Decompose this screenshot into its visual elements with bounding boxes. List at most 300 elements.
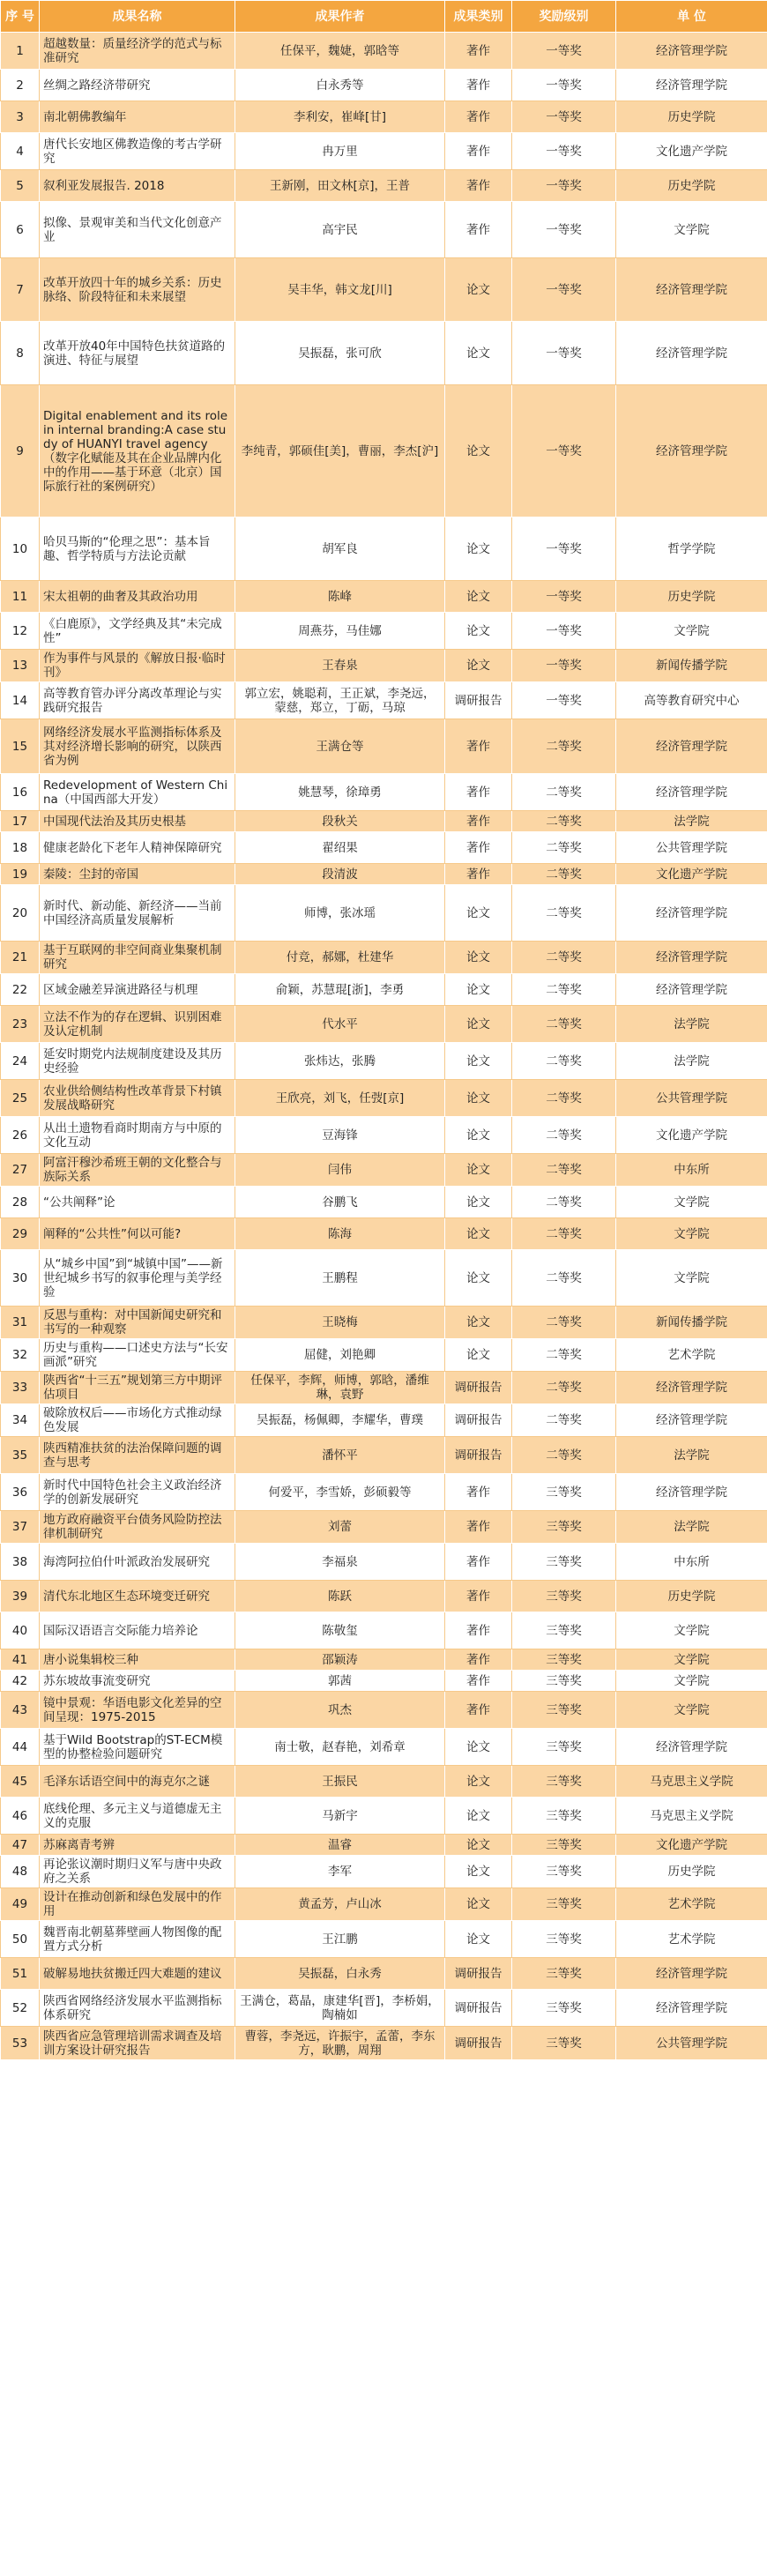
cell-index: 42	[1, 1671, 40, 1692]
cell-authors: 任保平，李辉，师博，郭晗，潘维琳，袁野	[235, 1372, 445, 1404]
cell-index: 27	[1, 1154, 40, 1187]
cell-authors: 段清波	[235, 864, 445, 885]
table-row	[1, 517, 767, 581]
table-row	[1, 1117, 767, 1154]
cell-category: 论文	[445, 613, 512, 650]
table-row	[1, 581, 767, 613]
cell-title: 设计在推动创新和绿色发展中的作用	[40, 1888, 235, 1921]
cell-award-level: 三等奖	[512, 1612, 616, 1649]
table-row	[1, 1250, 767, 1307]
table-row	[1, 1798, 767, 1835]
cell-unit: 经济管理学院	[616, 258, 767, 322]
cell-award-level: 一等奖	[512, 258, 616, 322]
table-row	[1, 1218, 767, 1250]
cell-authors: 王新刚，田文林[京]，王普	[235, 170, 445, 202]
cell-authors: 王鹏程	[235, 1250, 445, 1307]
table-row	[1, 885, 767, 942]
cell-unit: 历史学院	[616, 1581, 767, 1612]
cell-category: 著作	[445, 1649, 512, 1671]
cell-award-level: 三等奖	[512, 1474, 616, 1511]
cell-title: 再论张议潮时期归义军与唐中央政府之关系	[40, 1856, 235, 1888]
cell-unit: 经济管理学院	[616, 942, 767, 974]
cell-unit: 经济管理学院	[616, 1474, 767, 1511]
cell-category: 调研报告	[445, 1990, 512, 2027]
table-row	[1, 133, 767, 170]
cell-award-level: 二等奖	[512, 1404, 616, 1437]
cell-award-level: 二等奖	[512, 1043, 616, 1080]
header-category: 成果类别	[445, 1, 512, 33]
cell-category: 论文	[445, 517, 512, 581]
cell-authors: 温睿	[235, 1835, 445, 1856]
cell-authors: 胡军良	[235, 517, 445, 581]
cell-index: 47	[1, 1835, 40, 1856]
cell-award-level: 二等奖	[512, 1154, 616, 1187]
table-row	[1, 832, 767, 864]
cell-title: 中国现代法治及其历史根基	[40, 811, 235, 832]
cell-unit: 经济管理学院	[616, 1990, 767, 2027]
cell-category: 著作	[445, 719, 512, 774]
cell-authors: 任保平，魏婕，郭晗等	[235, 33, 445, 70]
cell-award-level: 一等奖	[512, 101, 616, 133]
cell-authors: 王满仓等	[235, 719, 445, 774]
cell-unit: 法学院	[616, 1437, 767, 1474]
cell-index: 21	[1, 942, 40, 974]
cell-award-level: 二等奖	[512, 774, 616, 811]
table-row	[1, 385, 767, 517]
table-row	[1, 1649, 767, 1671]
table-row	[1, 1692, 767, 1729]
cell-title: 改革开放40年中国特色扶贫道路的演进、特征与展望	[40, 322, 235, 385]
header-title: 成果名称	[40, 1, 235, 33]
cell-index: 3	[1, 101, 40, 133]
cell-index: 46	[1, 1798, 40, 1835]
cell-category: 调研报告	[445, 1404, 512, 1437]
cell-award-level: 三等奖	[512, 1921, 616, 1958]
cell-title: 陕西精准扶贫的法治保障问题的调查与思考	[40, 1437, 235, 1474]
cell-title: 基于互联网的非空间商业集聚机制研究	[40, 942, 235, 974]
table-row	[1, 774, 767, 811]
cell-authors: 师博，张冰瑶	[235, 885, 445, 942]
cell-index: 28	[1, 1187, 40, 1218]
table-row	[1, 1729, 767, 1766]
cell-category: 论文	[445, 258, 512, 322]
cell-unit: 法学院	[616, 1511, 767, 1544]
cell-unit: 经济管理学院	[616, 1372, 767, 1404]
cell-category: 著作	[445, 101, 512, 133]
cell-title: 地方政府融资平台债务风险防控法律机制研究	[40, 1511, 235, 1544]
cell-unit: 公共管理学院	[616, 1080, 767, 1117]
cell-award-level: 一等奖	[512, 33, 616, 70]
cell-title: 毛泽东话语空间中的海克尔之谜	[40, 1766, 235, 1798]
cell-award-level: 一等奖	[512, 202, 616, 258]
cell-index: 41	[1, 1649, 40, 1671]
cell-authors: 王晓梅	[235, 1307, 445, 1339]
cell-title: 宋太祖朝的曲奢及其政治功用	[40, 581, 235, 613]
cell-index: 18	[1, 832, 40, 864]
cell-title: 唐小说集辑校三种	[40, 1649, 235, 1671]
table-row	[1, 719, 767, 774]
cell-title: 延安时期党内法规制度建设及其历史经验	[40, 1043, 235, 1080]
cell-category: 论文	[445, 1154, 512, 1187]
cell-award-level: 二等奖	[512, 832, 616, 864]
cell-title: 苏东坡故事流变研究	[40, 1671, 235, 1692]
cell-title: 唐代长安地区佛教造像的考古学研究	[40, 133, 235, 170]
cell-authors: 李军	[235, 1856, 445, 1888]
table-row	[1, 1474, 767, 1511]
cell-index: 15	[1, 719, 40, 774]
cell-title: 清代东北地区生态环境变迁研究	[40, 1581, 235, 1612]
cell-category: 论文	[445, 1766, 512, 1798]
table-row	[1, 942, 767, 974]
cell-index: 50	[1, 1921, 40, 1958]
cell-authors: 李纯青，郭硕佳[美]，曹丽，李杰[沪]	[235, 385, 445, 517]
table-row	[1, 682, 767, 719]
cell-award-level: 二等奖	[512, 974, 616, 1006]
cell-authors: 李福泉	[235, 1544, 445, 1581]
table-row	[1, 1990, 767, 2027]
cell-category: 论文	[445, 385, 512, 517]
cell-unit: 经济管理学院	[616, 33, 767, 70]
table-row	[1, 1437, 767, 1474]
table-row	[1, 2027, 767, 2060]
cell-title: 拟像、景观审美和当代文化创意产业	[40, 202, 235, 258]
cell-index: 34	[1, 1404, 40, 1437]
table-row	[1, 1187, 767, 1218]
cell-award-level: 一等奖	[512, 385, 616, 517]
cell-title: 新时代、新动能、新经济——当前中国经济高质量发展解析	[40, 885, 235, 942]
cell-index: 5	[1, 170, 40, 202]
cell-index: 9	[1, 385, 40, 517]
cell-category: 论文	[445, 650, 512, 682]
cell-authors: 白永秀等	[235, 70, 445, 101]
cell-title: 叙利亚发展报告. 2018	[40, 170, 235, 202]
cell-award-level: 二等奖	[512, 885, 616, 942]
table-row	[1, 1671, 767, 1692]
cell-award-level: 二等奖	[512, 1006, 616, 1043]
cell-unit: 新闻传播学院	[616, 1307, 767, 1339]
cell-category: 调研报告	[445, 1958, 512, 1990]
cell-authors: 邵颖涛	[235, 1649, 445, 1671]
cell-title: 陕西省应急管理培训需求调查及培训方案设计研究报告	[40, 2027, 235, 2060]
table-row	[1, 1006, 767, 1043]
cell-award-level: 二等奖	[512, 864, 616, 885]
cell-category: 论文	[445, 1080, 512, 1117]
cell-unit: 文学院	[616, 1250, 767, 1307]
cell-category: 论文	[445, 1888, 512, 1921]
cell-unit: 经济管理学院	[616, 774, 767, 811]
cell-category: 论文	[445, 974, 512, 1006]
cell-category: 论文	[445, 581, 512, 613]
cell-title: 阿富汗穆沙希班王朝的文化整合与族际关系	[40, 1154, 235, 1187]
cell-unit: 经济管理学院	[616, 70, 767, 101]
cell-title: 从出土遗物看商时期南方与中原的文化互动	[40, 1117, 235, 1154]
cell-award-level: 二等奖	[512, 1437, 616, 1474]
cell-category: 著作	[445, 133, 512, 170]
cell-authors: 曹蓉，李尧远，许振宇，孟蕾，李东方，耿鹏，周翔	[235, 2027, 445, 2060]
cell-authors: 冉万里	[235, 133, 445, 170]
cell-index: 7	[1, 258, 40, 322]
cell-award-level: 三等奖	[512, 1581, 616, 1612]
cell-category: 著作	[445, 202, 512, 258]
cell-title: 新时代中国特色社会主义政治经济学的创新发展研究	[40, 1474, 235, 1511]
cell-category: 调研报告	[445, 1437, 512, 1474]
cell-title: 立法不作为的存在逻辑、识别困难及认定机制	[40, 1006, 235, 1043]
cell-index: 49	[1, 1888, 40, 1921]
cell-unit: 新闻传播学院	[616, 650, 767, 682]
table-row	[1, 202, 767, 258]
cell-award-level: 一等奖	[512, 650, 616, 682]
cell-unit: 文学院	[616, 1187, 767, 1218]
cell-authors: 吴振磊，杨佩卿，李耀华，曹璞	[235, 1404, 445, 1437]
cell-unit: 历史学院	[616, 101, 767, 133]
cell-index: 24	[1, 1043, 40, 1080]
cell-category: 著作	[445, 1671, 512, 1692]
cell-authors: 王春泉	[235, 650, 445, 682]
header-unit: 单 位	[616, 1, 767, 33]
cell-award-level: 三等奖	[512, 1729, 616, 1766]
cell-authors: 闫伟	[235, 1154, 445, 1187]
cell-index: 13	[1, 650, 40, 682]
table-row	[1, 1958, 767, 1990]
cell-authors: 马新宇	[235, 1798, 445, 1835]
cell-unit: 经济管理学院	[616, 1958, 767, 1990]
cell-authors: 南士敬，赵春艳，刘希章	[235, 1729, 445, 1766]
cell-category: 著作	[445, 1474, 512, 1511]
cell-category: 论文	[445, 1043, 512, 1080]
cell-title: 国际汉语语言交际能力培养论	[40, 1612, 235, 1649]
table-row	[1, 1612, 767, 1649]
table-row	[1, 811, 767, 832]
cell-index: 1	[1, 33, 40, 70]
cell-index: 31	[1, 1307, 40, 1339]
cell-award-level: 一等奖	[512, 322, 616, 385]
cell-category: 著作	[445, 1511, 512, 1544]
cell-authors: 周燕芬，马佳娜	[235, 613, 445, 650]
header-authors: 成果作者	[235, 1, 445, 33]
cell-category: 著作	[445, 811, 512, 832]
cell-index: 38	[1, 1544, 40, 1581]
cell-authors: 陈海	[235, 1218, 445, 1250]
cell-title: 改革开放四十年的城乡关系：历史脉络、阶段特征和未来展望	[40, 258, 235, 322]
cell-unit: 文学院	[616, 1612, 767, 1649]
cell-category: 著作	[445, 70, 512, 101]
cell-category: 论文	[445, 942, 512, 974]
cell-authors: 翟绍果	[235, 832, 445, 864]
cell-authors: 刘蕾	[235, 1511, 445, 1544]
cell-category: 论文	[445, 1921, 512, 1958]
cell-index: 16	[1, 774, 40, 811]
cell-category: 论文	[445, 1798, 512, 1835]
cell-category: 论文	[445, 1835, 512, 1856]
cell-index: 30	[1, 1250, 40, 1307]
cell-unit: 文学院	[616, 202, 767, 258]
table-row	[1, 1921, 767, 1958]
cell-category: 调研报告	[445, 2027, 512, 2060]
cell-authors: 段秋关	[235, 811, 445, 832]
cell-award-level: 一等奖	[512, 581, 616, 613]
cell-category: 论文	[445, 1250, 512, 1307]
cell-authors: 何爱平，李雪娇，彭硕毅等	[235, 1474, 445, 1511]
cell-category: 著作	[445, 1692, 512, 1729]
header-row	[1, 1, 767, 33]
cell-authors: 付竞，郝娜，杜建华	[235, 942, 445, 974]
cell-unit: 经济管理学院	[616, 1729, 767, 1766]
table-row	[1, 974, 767, 1006]
cell-award-level: 一等奖	[512, 70, 616, 101]
cell-category: 论文	[445, 1729, 512, 1766]
cell-authors: 陈敬玺	[235, 1612, 445, 1649]
cell-unit: 文学院	[616, 1692, 767, 1729]
table-row	[1, 101, 767, 133]
cell-unit: 历史学院	[616, 581, 767, 613]
cell-award-level: 一等奖	[512, 133, 616, 170]
table-row	[1, 322, 767, 385]
cell-index: 52	[1, 1990, 40, 2027]
cell-index: 4	[1, 133, 40, 170]
cell-unit: 经济管理学院	[616, 1404, 767, 1437]
table-row	[1, 170, 767, 202]
cell-index: 45	[1, 1766, 40, 1798]
cell-index: 44	[1, 1729, 40, 1766]
cell-category: 论文	[445, 1117, 512, 1154]
table-row	[1, 1154, 767, 1187]
table-row	[1, 650, 767, 682]
cell-title: 苏麻离青考辨	[40, 1835, 235, 1856]
cell-award-level: 一等奖	[512, 170, 616, 202]
cell-index: 10	[1, 517, 40, 581]
cell-category: 论文	[445, 1307, 512, 1339]
cell-authors: 高宇民	[235, 202, 445, 258]
cell-unit: 经济管理学院	[616, 385, 767, 517]
cell-authors: 郭立宏，姚聪莉，王正斌，李尧远，蒙慈，郑立，丁砺，马琼	[235, 682, 445, 719]
cell-award-level: 二等奖	[512, 1250, 616, 1307]
cell-award-level: 三等奖	[512, 1835, 616, 1856]
cell-index: 6	[1, 202, 40, 258]
cell-index: 2	[1, 70, 40, 101]
cell-title: 高等教育管办评分离改革理论与实践研究报告	[40, 682, 235, 719]
cell-award-level: 三等奖	[512, 2027, 616, 2060]
cell-award-level: 三等奖	[512, 1511, 616, 1544]
cell-authors: 姚慧琴，徐璋勇	[235, 774, 445, 811]
cell-unit: 经济管理学院	[616, 974, 767, 1006]
cell-authors: 黄孟芳，卢山冰	[235, 1888, 445, 1921]
cell-title: 反思与重构：对中国新闻史研究和书写的一种观察	[40, 1307, 235, 1339]
cell-authors: 巩杰	[235, 1692, 445, 1729]
cell-award-level: 三等奖	[512, 1990, 616, 2027]
cell-authors: 王满仓，葛晶，康建华[晋]，李桥娟，陶楠如	[235, 1990, 445, 2027]
cell-index: 8	[1, 322, 40, 385]
cell-index: 11	[1, 581, 40, 613]
cell-award-level: 二等奖	[512, 1218, 616, 1250]
cell-award-level: 三等奖	[512, 1671, 616, 1692]
cell-authors: 豆海锋	[235, 1117, 445, 1154]
cell-unit: 文学院	[616, 1671, 767, 1692]
cell-category: 著作	[445, 1544, 512, 1581]
cell-category: 著作	[445, 774, 512, 811]
cell-category: 著作	[445, 864, 512, 885]
cell-unit: 马克思主义学院	[616, 1798, 767, 1835]
cell-index: 25	[1, 1080, 40, 1117]
cell-title: 秦陵：尘封的帝国	[40, 864, 235, 885]
cell-award-level: 三等奖	[512, 1544, 616, 1581]
cell-unit: 马克思主义学院	[616, 1766, 767, 1798]
cell-award-level: 二等奖	[512, 1187, 616, 1218]
cell-authors: 俞颖，苏慧琨[浙]，李勇	[235, 974, 445, 1006]
cell-index: 26	[1, 1117, 40, 1154]
cell-category: 调研报告	[445, 1372, 512, 1404]
cell-index: 19	[1, 864, 40, 885]
cell-unit: 历史学院	[616, 1856, 767, 1888]
cell-index: 51	[1, 1958, 40, 1990]
table-row	[1, 258, 767, 322]
cell-unit: 文学院	[616, 613, 767, 650]
cell-award-level: 一等奖	[512, 682, 616, 719]
cell-category: 著作	[445, 1612, 512, 1649]
cell-unit: 经济管理学院	[616, 885, 767, 942]
cell-title: 健康老龄化下老年人精神保障研究	[40, 832, 235, 864]
cell-authors: 吴振磊，白永秀	[235, 1958, 445, 1990]
cell-title: 超越数量：质量经济学的范式与标准研究	[40, 33, 235, 70]
table-row	[1, 33, 767, 70]
cell-authors: 李利安，崔峰[甘]	[235, 101, 445, 133]
cell-unit: 哲学学院	[616, 517, 767, 581]
cell-index: 14	[1, 682, 40, 719]
table-row	[1, 1372, 767, 1404]
table-row	[1, 1766, 767, 1798]
cell-unit: 艺术学院	[616, 1888, 767, 1921]
cell-title: 破解易地扶贫搬迁四大难题的建议	[40, 1958, 235, 1990]
cell-title: 《白鹿原》，文学经典及其“未完成性”	[40, 613, 235, 650]
header-index: 序 号	[1, 1, 40, 33]
cell-category: 论文	[445, 885, 512, 942]
cell-category: 论文	[445, 1856, 512, 1888]
cell-index: 48	[1, 1856, 40, 1888]
table-row	[1, 1511, 767, 1544]
cell-index: 36	[1, 1474, 40, 1511]
cell-index: 35	[1, 1437, 40, 1474]
cell-index: 20	[1, 885, 40, 942]
cell-authors: 王振民	[235, 1766, 445, 1798]
cell-title: 底线伦理、多元主义与道德虚无主义的克服	[40, 1798, 235, 1835]
cell-title: 作为事件与风景的《解放日报·临时刊》	[40, 650, 235, 682]
cell-authors: 陈跃	[235, 1581, 445, 1612]
cell-category: 著作	[445, 1581, 512, 1612]
cell-unit: 公共管理学院	[616, 832, 767, 864]
cell-award-level: 二等奖	[512, 811, 616, 832]
cell-title: 历史与重构——口述史方法与“长安画派”研究	[40, 1339, 235, 1372]
cell-category: 论文	[445, 322, 512, 385]
cell-title: 海湾阿拉伯什叶派政治发展研究	[40, 1544, 235, 1581]
cell-index: 39	[1, 1581, 40, 1612]
cell-authors: 陈峰	[235, 581, 445, 613]
cell-authors: 代水平	[235, 1006, 445, 1043]
cell-index: 43	[1, 1692, 40, 1729]
cell-award-level: 三等奖	[512, 1958, 616, 1990]
cell-award-level: 三等奖	[512, 1856, 616, 1888]
cell-award-level: 二等奖	[512, 1080, 616, 1117]
table-row	[1, 1888, 767, 1921]
table-row	[1, 70, 767, 101]
cell-title: 基于Wild Bootstrap的ST-ECM模型的协整检验问题研究	[40, 1729, 235, 1766]
cell-title: 镜中景观：华语电影文化差异的空间呈现：1975-2015	[40, 1692, 235, 1729]
cell-title: 阐释的“公共性”何以可能?	[40, 1218, 235, 1250]
cell-authors: 张炜达，张腾	[235, 1043, 445, 1080]
table-row	[1, 1581, 767, 1612]
cell-unit: 经济管理学院	[616, 322, 767, 385]
cell-unit: 文化遗产学院	[616, 864, 767, 885]
cell-award-level: 二等奖	[512, 1307, 616, 1339]
cell-title: 丝绸之路经济带研究	[40, 70, 235, 101]
